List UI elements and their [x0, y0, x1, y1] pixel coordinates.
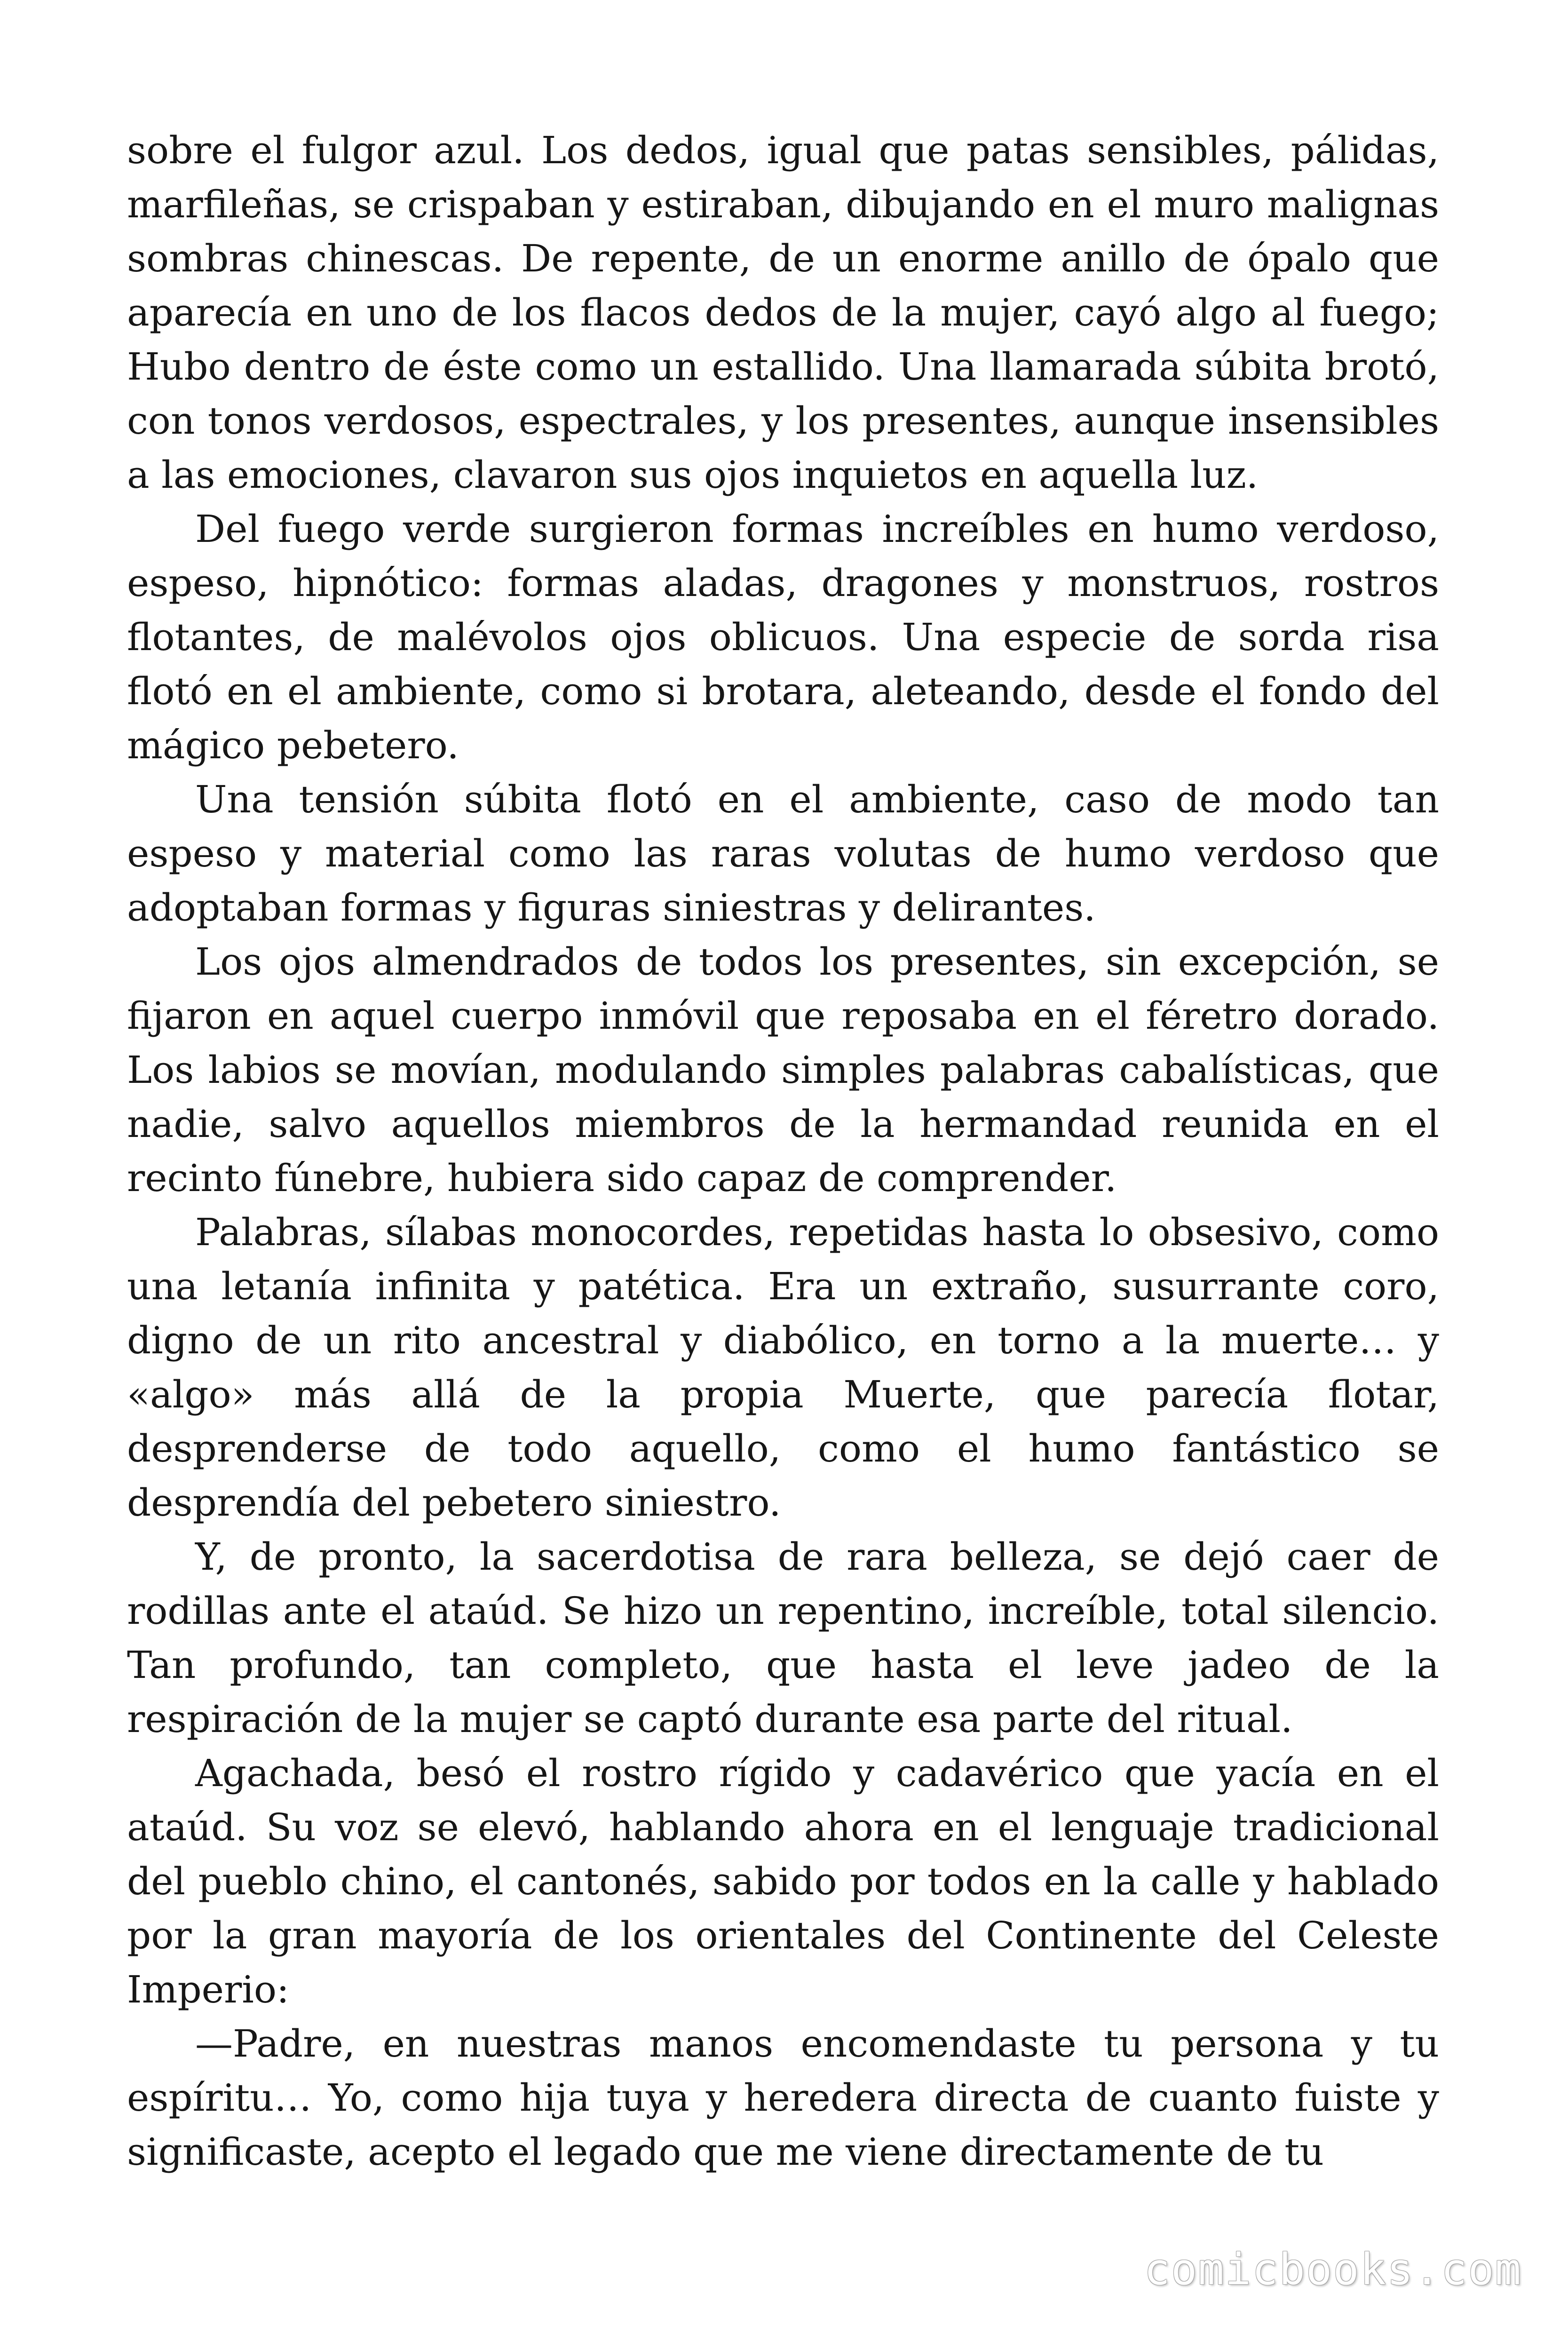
watermark: comicbooks.com: [1144, 2244, 1522, 2295]
paragraph-2: Del fuego verde surgieron formas increíbles en humo verdoso, espeso, hipnótico: formas aladas, dragones y monstruos, rostros flotantes, de malévolos ojos oblicuos. Una especie de sorda risa flotó en el ambiente, como si brotara, aleteando, desde el fondo del mágico pebetero.: [127, 507, 1439, 767]
paragraph-5: Palabras, sílabas monocordes, repetidas hasta lo obsesivo, como una letanía infinita y patética. Era un extraño, susurrante coro, digno de un rito ancestral y diabólico, en torno a la muerte… y «algo» más allá de la propia Muerte, que parecía flotar, desprenderse de todo aquello, como el humo fantástico se desprendía del pebetero siniestro.: [127, 1210, 1439, 1525]
paragraph-3: Una tensión súbita flotó en el ambiente, caso de modo tan espeso y material como las raras volutas de humo verdoso que adoptaban formas y figuras siniestras y delirantes.: [127, 778, 1439, 930]
paragraph-1: sobre el fulgor azul. Los dedos, igual que patas sensibles, pálidas, marfileñas, se crispaban y estiraban, dibujando en el muro malignas sombras chinescas. De repente, de un enorme anillo de ópalo que aparecía en uno de los flacos dedos de la mujer, cayó algo al fuego; Hubo dentro de éste como un estallido. Una llamarada súbita brotó, con tonos verdosos, espectrales, y los presentes, aunque insensibles a las emociones, clavaron sus ojos inquietos en aquella luz.: [127, 128, 1439, 497]
paragraph-8: —Padre, en nuestras manos encomendaste tu persona y tu espíritu… Yo, como hija tuya y heredera directa de cuanto fuiste y significaste, acepto el legado que me viene directamente de tu: [127, 2022, 1439, 2174]
page-body: [127, 123, 1439, 2179]
paragraph-6: Y, de pronto, la sacerdotisa de rara belleza, se dejó caer de rodillas ante el ataúd. Se hizo un repentino, increíble, total silencio. Tan profundo, tan completo, que hasta el leve jadeo de la respiración de la mujer se captó durante esa parte del ritual.: [127, 1535, 1439, 1741]
paragraph-7: Agachada, besó el rostro rígido y cadavérico que yacía en el ataúd. Su voz se elevó, hablando ahora en el lenguaje tradicional del pueblo chino, el cantonés, sabido por todos en la calle y hablado por la gran mayoría de los orientales del Continente del Celeste Imperio:: [127, 1751, 1439, 2011]
paragraph-4: Los ojos almendrados de todos los presentes, sin excepción, se fijaron en aquel cuerpo inmóvil que reposaba en el féretro dorado. Los labios se movían, modulando simples palabras cabalísticas, que nadie, salvo aquellos miembros de la hermandad reunida en el recinto fúnebre, hubiera sido capaz de comprender.: [127, 940, 1439, 1200]
